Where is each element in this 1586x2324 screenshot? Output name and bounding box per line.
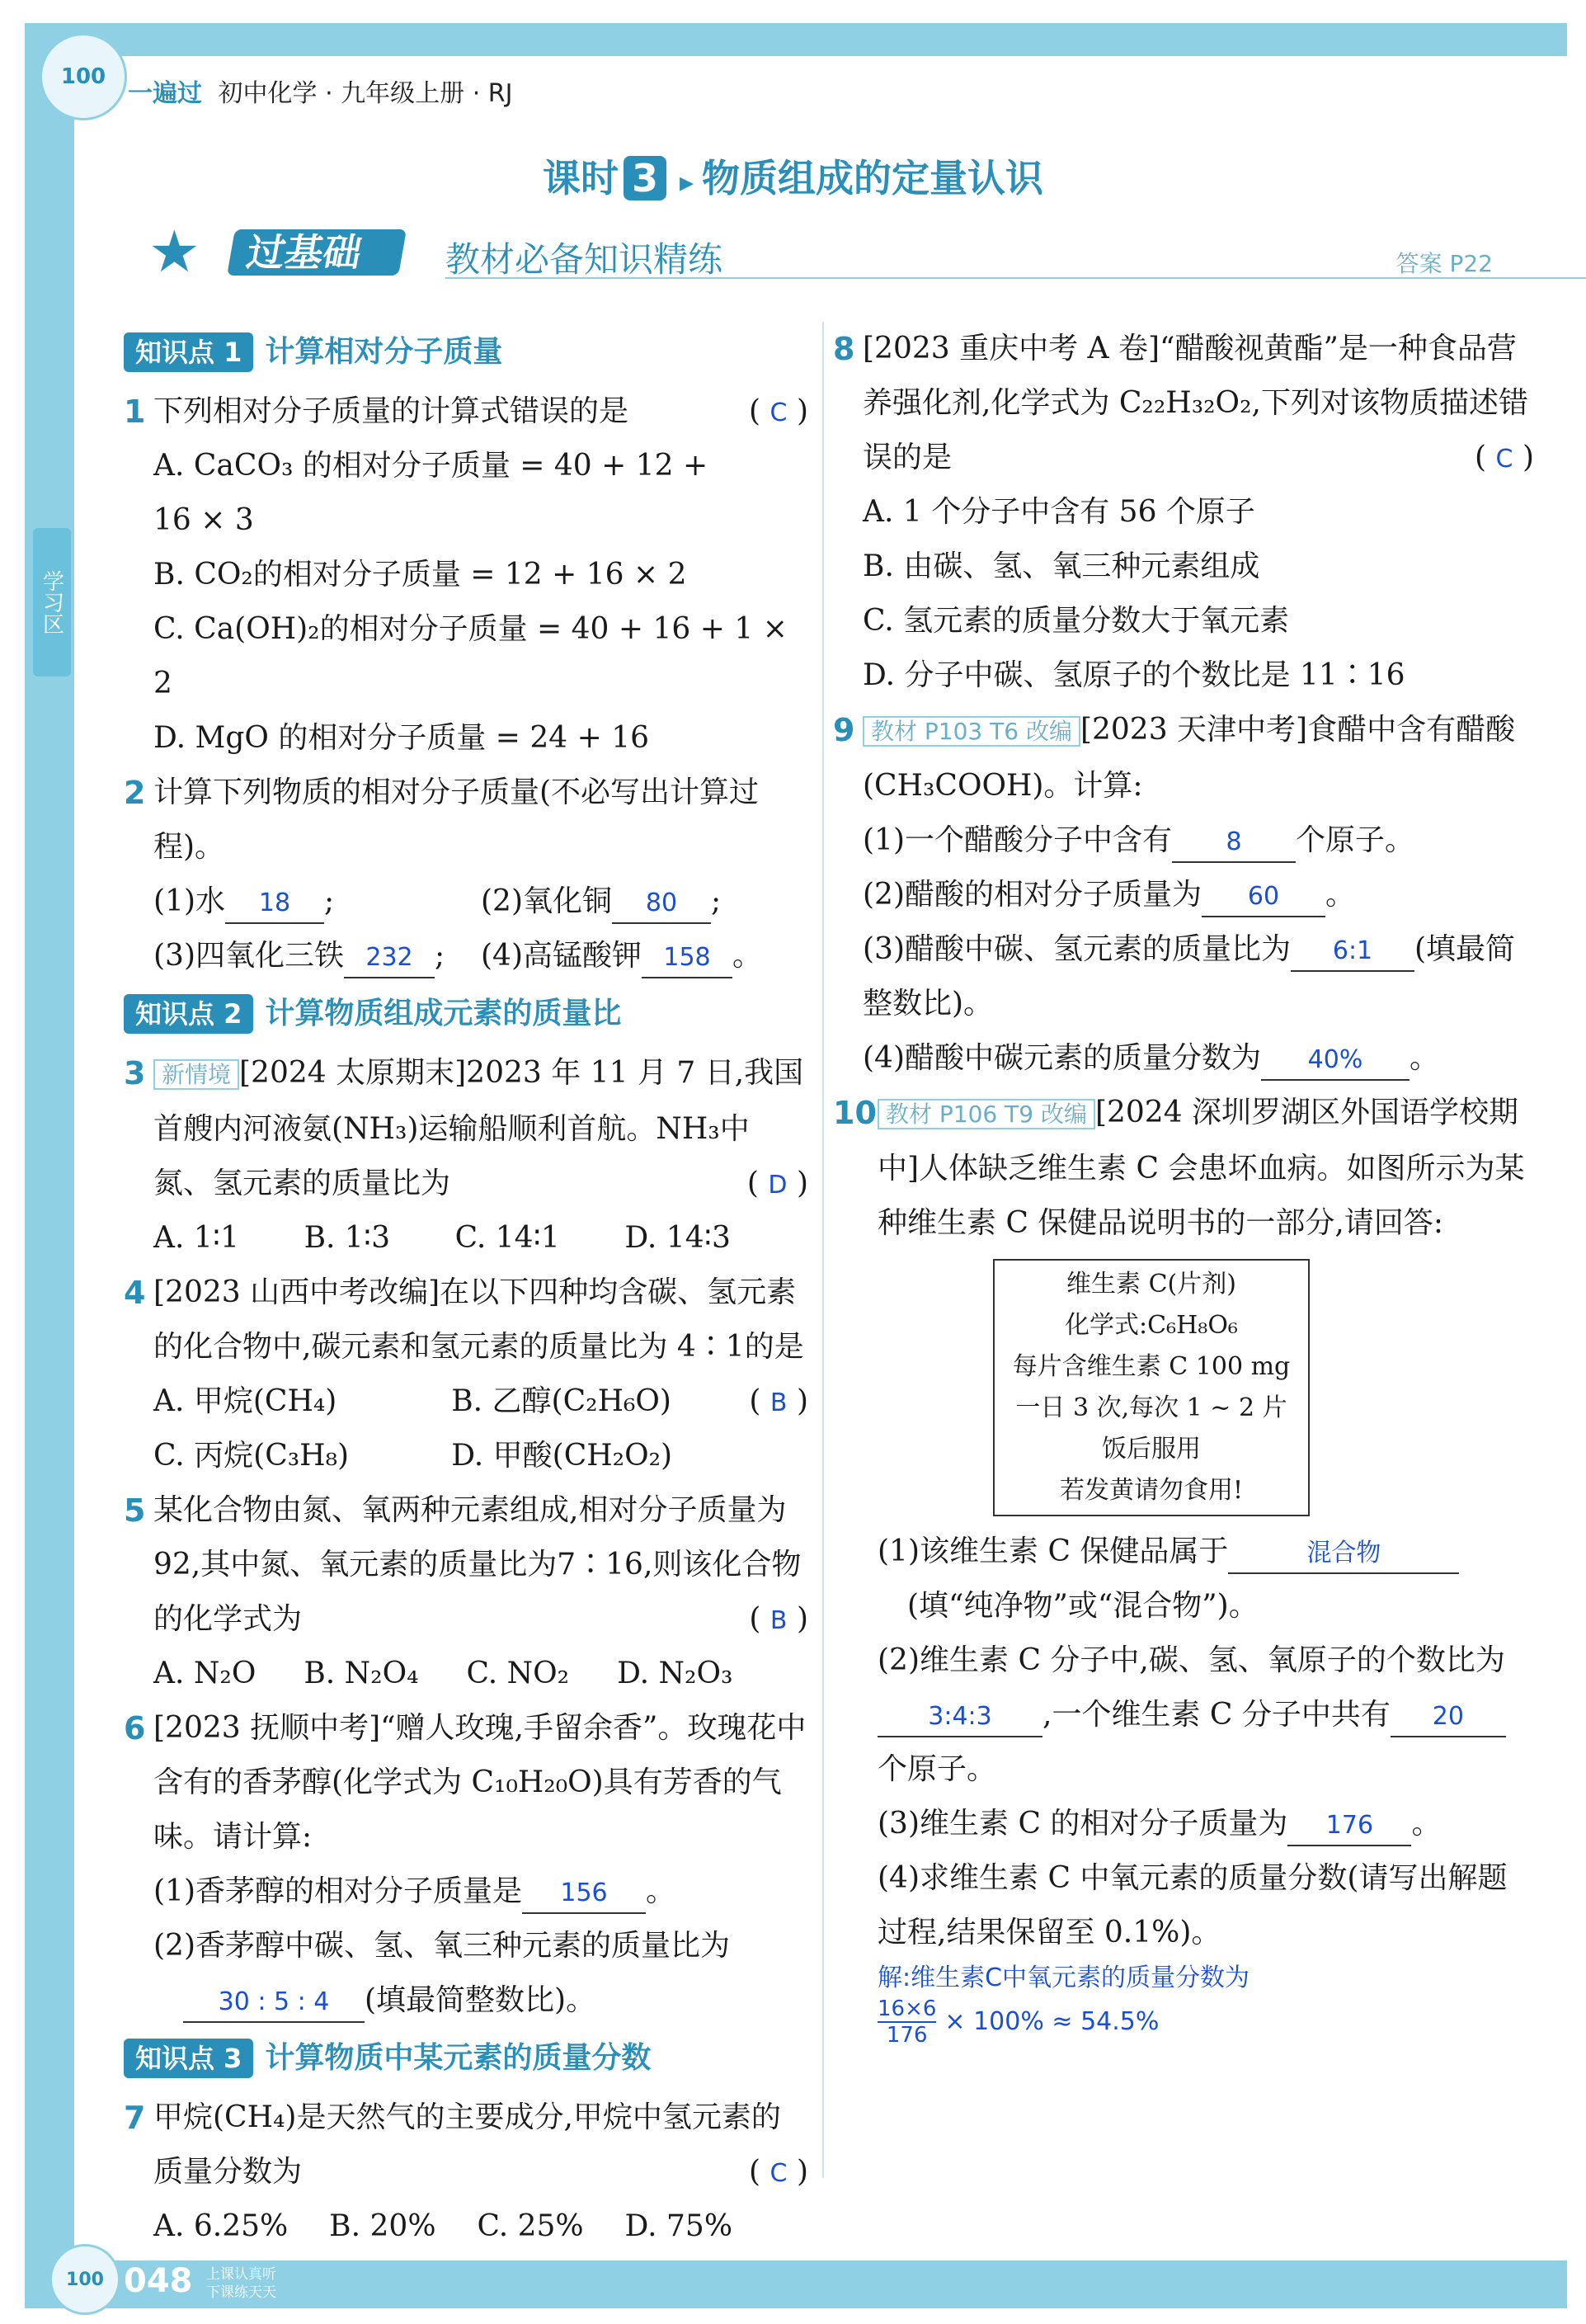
answer-blank: 30 : 5 : 4	[183, 1983, 365, 2023]
answer-blank: 156	[522, 1874, 646, 1914]
kp-title: 计算物质组成元素的质量比	[265, 997, 622, 1030]
supplement-label-box	[993, 1259, 1310, 1516]
solution	[878, 1960, 1534, 2048]
option-b: B. 1∶3	[304, 1221, 391, 1255]
answer-reference: 答案 P22	[1395, 250, 1493, 277]
option-c: C. 25%	[477, 2209, 584, 2243]
part-end: 个原子。	[1296, 823, 1415, 857]
brand-name: 一遍过	[128, 79, 202, 108]
question-number: 10	[833, 1095, 877, 1131]
part-label: (3)醋酸中碳、氢元素的质量比为	[863, 932, 1291, 966]
answer-blank: 8	[1172, 823, 1296, 863]
answer-choice: C	[769, 398, 788, 427]
side-tab-study-area: 学习区	[33, 528, 71, 676]
question-stem: [2023 抚顺中考]“赠人玫瑰,手留余香”。玫瑰花中含有的香茅醇(化学式为 C₁₀H₂₀O)具有芳香的气味。请计算:	[153, 1711, 807, 1854]
option-a: A. 6.25%	[153, 2209, 289, 2243]
label-line: 每片含维生素 C 100 mg	[1012, 1352, 1291, 1381]
question-number: 7	[124, 2100, 146, 2136]
label-line: 一日 3 次,每次 1 ~ 2 片	[1015, 1393, 1287, 1422]
option-d: D. MgO 的相对分子质量 = 24 + 16	[153, 721, 650, 755]
slogan-line: 上课认真听	[206, 2266, 276, 2283]
question-10	[833, 1086, 1534, 2048]
part-label: (3)维生素 C 的相对分子质量为	[878, 1807, 1288, 1841]
kp-title: 计算物质中某元素的质量分数	[265, 2041, 652, 2075]
part-label: (2)香茅醇中碳、氢、氧三种元素的质量比为	[153, 1929, 730, 1963]
option-a: A. 1∶1	[153, 1221, 240, 1255]
question-stem: [2024 深圳罗湖区外国语学校期中]人体缺乏维生素 C 会患坏血病。如图所示为某种维生素 C 保健品说明书的一部分,请回答:	[878, 1096, 1525, 1240]
option-b: B. 乙醇(C₂H₆O)	[451, 1384, 671, 1418]
option-d: D. 75%	[624, 2209, 733, 2243]
part-label: (4)高锰酸钾	[481, 939, 642, 973]
option-d: D. N₂O₃	[617, 1657, 733, 1690]
answer-choice: C	[769, 2159, 788, 2188]
question-2: 2 计算下列物质的相对分子质量(不必写出计算过程)。 (1)水 18 ; (2)氧化铜 80 ; (3)四氧化三铁 232 ; (4)高锰酸钾 158 。	[124, 766, 808, 983]
option-c: C. 14∶1	[454, 1221, 560, 1255]
section-subtitle: 教材必备知识精练	[445, 239, 723, 280]
fraction-denominator: 176	[886, 2023, 928, 2048]
lesson-label: 课时	[542, 156, 619, 200]
question-6	[124, 1701, 808, 2028]
question-number: 5	[124, 1492, 146, 1529]
question-number: 3	[124, 1055, 146, 1091]
part-end: 。	[646, 1874, 676, 1908]
question-stem: [2023 重庆中考 A 卷]“醋酸视黄酯”是一种食品营养强化剂,化学式为 C₂₂H₃₂O₂,下列对该物质描述错误的是	[863, 332, 1528, 474]
answer-blank: 20	[1391, 1698, 1506, 1737]
footer-mascot-logo: 100	[49, 2244, 120, 2315]
answer-blank: 6:1	[1291, 932, 1414, 972]
question-stem: 下列相对分子质量的计算式错误的是	[153, 394, 629, 428]
option-c: C. 丙烷(C₃H₈)	[153, 1439, 350, 1473]
label-line: 若发黄请勿食用!	[1059, 1476, 1244, 1505]
star-icon: ★	[148, 218, 200, 285]
part-end: (填“纯净物”或“混合物”)。	[907, 1589, 1259, 1623]
part-label: (1)一个醋酸分子中含有	[863, 823, 1172, 857]
part-end: (填最简整数比)。	[365, 1983, 596, 2017]
question-3: 3 新情境 [2024 太原期末]2023 年 11 月 7 日,我国首艘内河液氨(NH₃)运输船顺利首航。NH₃中氮、氢元素的质量比为 ( D ) A. 1∶1 B. 1∶3 C. 14∶1 D. 14∶3	[124, 1046, 808, 1266]
fraction-numerator: 16×6	[878, 1996, 937, 2021]
part-label: (4)求维生素 C 中氧元素的质量分数(请写出解题过程,结果保留至 0.1%)。	[878, 1861, 1508, 1949]
source-tag: 教材 P103 T6 改编	[863, 716, 1080, 747]
knowledge-point-2	[124, 987, 808, 1041]
answer-blank: 158	[642, 939, 732, 978]
source-tag: 教材 P106 T9 改编	[878, 1099, 1095, 1129]
question-number: 2	[124, 775, 146, 811]
solution-result: × 100% ≈ 54.5%	[944, 2007, 1160, 2036]
option-a: A. 1 个分子中含有 56 个原子	[863, 495, 1255, 529]
kp-tag: 知识点 2	[124, 994, 253, 1034]
part-end: 。	[1411, 1807, 1442, 1841]
solution-line: 解:维生素C中氧元素的质量分数为	[878, 1963, 1250, 1992]
footer-slogan	[206, 2265, 276, 2302]
option-a: A. CaCO₃ 的相对分子质量 = 40 + 12 + 16 × 3	[153, 449, 708, 537]
part-label: (1)该维生素 C 保健品属于	[878, 1534, 1229, 1568]
knowledge-point-3	[124, 2031, 808, 2086]
option-c: C. NO₂	[466, 1657, 570, 1690]
fraction	[878, 1996, 936, 2048]
right-column	[833, 322, 1534, 2048]
answer-choice: C	[1495, 445, 1513, 474]
question-stem: [2023 山西中考改编]在以下四种均含碳、氢元素的化合物中,碳元素和氢元素的质量比为 4∶1的是	[153, 1275, 804, 1364]
answer-blank: 232	[344, 939, 435, 978]
side-band	[25, 23, 74, 2308]
question-stem: [2023 天津中考]食醋中含有醋酸(CH₃COOH)。计算:	[863, 713, 1516, 803]
section-title: 过基础	[227, 229, 407, 276]
question-stem: 某化合物由氮、氧两种元素组成,相对分子质量为92,其中氮、氧元素的质量比为7∶16,则该化合物的化学式为	[153, 1493, 802, 1636]
mascot-logo: 100	[40, 33, 127, 120]
option-c: C. Ca(OH)₂的相对分子质量 = 40 + 16 + 1 × 2	[153, 612, 788, 700]
label-line: 维生素 C(片剂)	[1066, 1270, 1236, 1299]
part-label: (3)四氧化三铁	[153, 939, 344, 973]
question-number: 4	[124, 1275, 146, 1311]
slogan-line: 下课练天天	[206, 2284, 276, 2301]
question-stem: 甲烷(CH₄)是天然气的主要成分,甲烷中氢元素的质量分数为	[153, 2100, 781, 2189]
question-number: 8	[833, 331, 855, 367]
answer-blank: 混合物	[1228, 1534, 1459, 1574]
part-label: (2)维生素 C 分子中,碳、氢、氧原子的个数比为	[878, 1643, 1505, 1677]
option-b: B. 由碳、氢、氧三种元素组成	[863, 549, 1260, 583]
page-number: 048	[124, 2262, 193, 2300]
question-4: 4 [2023 山西中考改编]在以下四种均含碳、氢元素的化合物中,碳元素和氢元素的质量比为 4∶1的是 ( B ) A. 甲烷(CH₄) B. 乙醇(C₂H₆O) C. 丙烷(C₃H₈) D. 甲酸(CH₂O₂)	[124, 1266, 808, 1483]
question-8: 8 [2023 重庆中考 A 卷]“醋酸视黄酯”是一种食品营养强化剂,化学式为 C₂₂H₃₂O₂,下列对该物质描述错误的是 ( C ) A. 1 个分子中含有 56 个原子 B. 由碳、氢、氧三种元素组成 C. 氢元素的质量分数大于氧元素 D. 分子中碳、氢原子的个数比是 11∶16	[833, 322, 1534, 703]
option-d: D. 甲酸(CH₂O₂)	[451, 1439, 673, 1473]
answer-blank: 40%	[1261, 1041, 1410, 1081]
question-7: 7 甲烷(CH₄)是天然气的主要成分,甲烷中氢元素的质量分数为 ( C ) A. 6.25% B. 20% C. 25% D. 75%	[124, 2091, 808, 2254]
kp-tag: 知识点 1	[124, 332, 253, 372]
answer-blank: 60	[1202, 878, 1325, 917]
lesson-name: 物质组成的定量认识	[702, 156, 1044, 200]
section-banner	[140, 218, 1493, 285]
part-label: (1)水	[153, 884, 225, 918]
answer-blank: 176	[1287, 1807, 1411, 1846]
source-tag: 新情境	[153, 1059, 239, 1090]
answer-blank: 80	[612, 884, 711, 924]
kp-tag: 知识点 3	[124, 2039, 253, 2078]
answer-blank: 3:4:3	[878, 1698, 1042, 1737]
top-band	[25, 23, 1567, 56]
answer-blank: 18	[225, 884, 324, 924]
part-end: 个原子。	[878, 1752, 997, 1786]
question-number: 6	[124, 1710, 146, 1747]
option-a: A. N₂O	[153, 1657, 256, 1690]
question-stem: 计算下列物质的相对分子质量(不必写出计算过程)。	[153, 775, 760, 864]
part-label: (1)香茅醇的相对分子质量是	[153, 1874, 522, 1908]
option-b: B. CO₂的相对分子质量 = 12 + 16 × 2	[153, 558, 687, 592]
triangle-arrow-icon: ▸	[679, 166, 694, 199]
part-end: 。	[1325, 878, 1356, 912]
question-5: 5 某化合物由氮、氧两种元素组成,相对分子质量为92,其中氮、氧元素的质量比为7∶16,则该化合物的化学式为 ( B ) A. N₂O B. N₂O₄ C. NO₂ D. N₂O₃	[124, 1483, 808, 1701]
question-9	[833, 703, 1534, 1086]
part-end: 。	[1410, 1041, 1440, 1075]
option-c: C. 氢元素的质量分数大于氧元素	[863, 604, 1290, 638]
part-end: ,一个维生素 C 分子中共有	[1042, 1698, 1391, 1732]
label-line: 饭后服用	[1102, 1435, 1201, 1464]
lesson-number: 3	[624, 156, 666, 200]
book-info: 初中化学 · 九年级上册 · RJ	[218, 79, 513, 108]
book-header	[128, 73, 512, 109]
option-b: B. N₂O₄	[304, 1657, 419, 1690]
left-column	[124, 322, 808, 2254]
option-d: D. 分子中碳、氢原子的个数比是 11∶16	[863, 658, 1405, 692]
question-1: 1 下列相对分子质量的计算式错误的是 ( C ) A. CaCO₃ 的相对分子质量 = 40 + 12 + 16 × 3 B. CO₂的相对分子质量 = 12 + 16 × 2 C. Ca(OH)₂的相对分子质量 = 40 + 16 + 1 × 2 D. MgO 的相对分子质量 = 24 + 16	[124, 384, 808, 766]
option-b: B. 20%	[329, 2209, 436, 2243]
part-end: (填最简整数比)。	[863, 932, 1516, 1021]
kp-title: 计算相对分子质量	[265, 335, 503, 369]
knowledge-point-1	[124, 325, 808, 379]
part-label: (2)氧化铜	[481, 884, 612, 918]
option-a: A. 甲烷(CH₄)	[153, 1384, 337, 1418]
option-d: D. 14∶3	[624, 1221, 731, 1255]
question-number: 9	[833, 712, 855, 748]
question-stem: [2024 太原期末]2023 年 11 月 7 日,我国首艘内河液氨(NH₃)运输船顺利首航。NH₃中氮、氢元素的质量比为	[153, 1056, 804, 1200]
question-number: 1	[124, 394, 146, 430]
column-divider	[822, 322, 824, 2178]
answer-choice: B	[769, 1606, 788, 1635]
answer-choice: B	[769, 1388, 788, 1417]
lesson-title	[0, 148, 1586, 203]
part-label: (4)醋酸中碳元素的质量分数为	[863, 1041, 1261, 1075]
label-line: 化学式:C₆H₈O₆	[1065, 1311, 1238, 1340]
answer-choice: D	[768, 1171, 788, 1200]
part-label: (2)醋酸的相对分子质量为	[863, 878, 1202, 912]
